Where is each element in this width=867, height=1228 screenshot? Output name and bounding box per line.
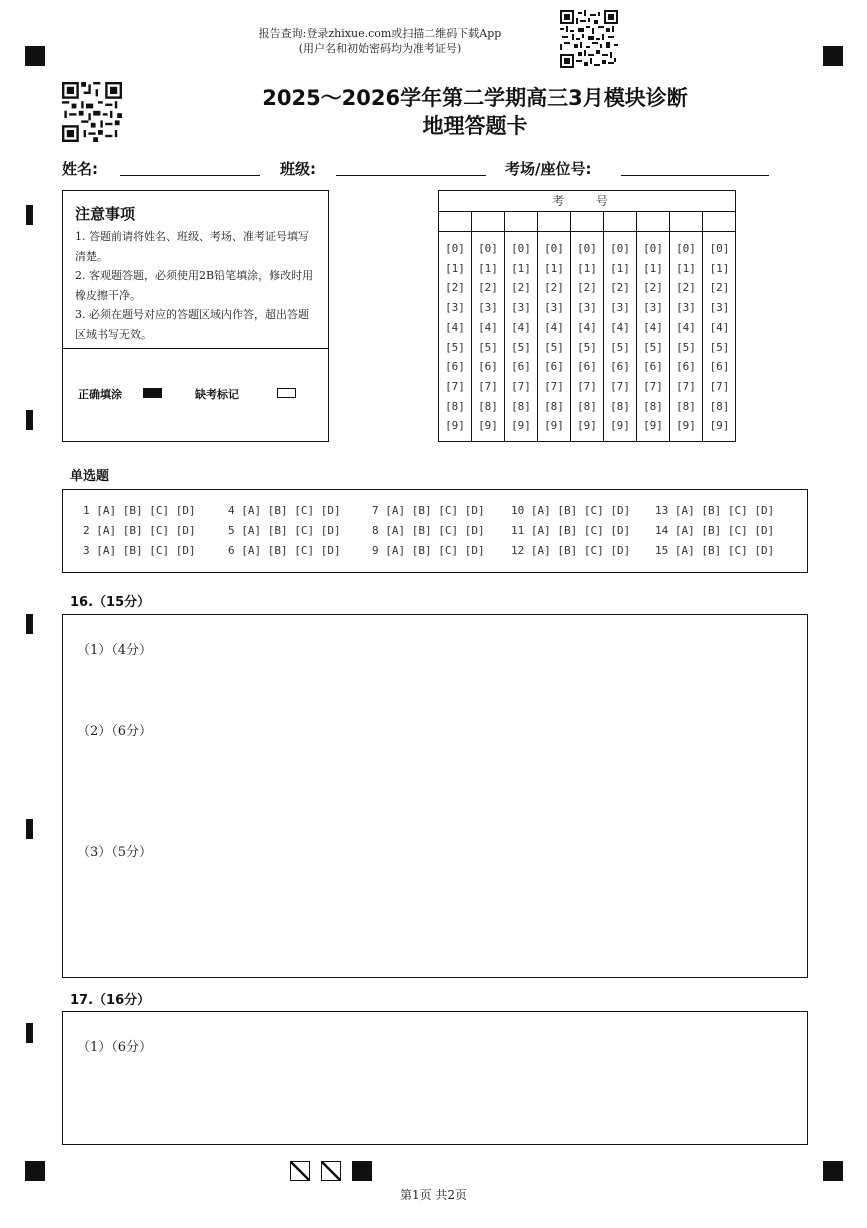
exam-number-bubble[interactable]: [9] (676, 419, 696, 433)
exam-number-bubble[interactable]: [1] (676, 261, 696, 275)
exam-number-bubble[interactable]: [9] (709, 419, 730, 433)
exam-number-bubble[interactable]: [9] (544, 419, 564, 433)
choice-item[interactable]: 14 [A] [B] [C] [D] (655, 524, 775, 537)
exam-number-bubble[interactable]: [2] (511, 281, 531, 295)
correct-fill-sample (143, 388, 162, 398)
notice-text (75, 227, 317, 344)
exam-number-bubble[interactable]: [5] (709, 340, 730, 354)
exam-number-column (538, 212, 571, 441)
exam-number-bubble[interactable]: [8] (577, 399, 597, 413)
absent-label: 缺考标记 (195, 388, 239, 401)
timing-mark (26, 410, 33, 430)
exam-number-bubble[interactable]: [2] (445, 281, 465, 295)
exam-number-write-cell[interactable] (604, 212, 636, 232)
exam-number-bubble[interactable]: [3] (445, 301, 465, 315)
exam-number-column (604, 212, 637, 441)
name-label: 姓名: (62, 160, 98, 178)
exam-number-bubble[interactable]: [6] (676, 360, 696, 374)
choice-item[interactable]: 12 [A] [B] [C] [D] (511, 544, 631, 557)
exam-number-bubble[interactable]: [1] (610, 261, 630, 275)
notice-box (62, 190, 329, 442)
page-marker-solid (352, 1161, 372, 1181)
notice-title: 注意事项 (75, 205, 136, 223)
exam-number-bubble[interactable]: [4] (676, 320, 696, 334)
q17-answer-area[interactable] (62, 1011, 808, 1145)
choice-item[interactable]: 7 [A] [B] [C] [D] (372, 504, 485, 517)
exam-number-bubble[interactable]: [5] (676, 340, 696, 354)
exam-number-bubble[interactable]: [6] (610, 360, 630, 374)
exam-number-bubble[interactable]: [2] (643, 281, 663, 295)
exam-number-bubble[interactable]: [4] (577, 320, 597, 334)
exam-number-bubble[interactable]: [1] (445, 261, 465, 275)
page-marker-hatched (290, 1161, 310, 1181)
exam-number-bubble[interactable]: [1] (478, 261, 498, 275)
exam-number-bubble[interactable]: [2] (544, 281, 564, 295)
exam-number-bubble[interactable]: [4] (544, 320, 564, 334)
exam-number-column (637, 212, 670, 441)
seat-label: 考场/座位号: (505, 160, 592, 178)
exam-number-bubble[interactable]: [6] (643, 360, 663, 374)
exam-number-bubble[interactable]: [0] (610, 242, 630, 255)
q16-answer-area[interactable] (62, 614, 808, 978)
exam-number-bubble[interactable]: [4] (709, 320, 730, 334)
exam-number-bubble[interactable]: [5] (643, 340, 663, 354)
exam-number-write-cell[interactable] (637, 212, 669, 232)
exam-number-column (472, 212, 505, 441)
exam-number-bubble[interactable]: [3] (643, 301, 663, 315)
exam-number-bubble[interactable]: [7] (577, 379, 597, 393)
exam-number-bubble[interactable]: [2] (610, 281, 630, 295)
single-choice-box (62, 489, 808, 573)
exam-number-column (571, 212, 604, 441)
exam-number-grid (438, 190, 736, 442)
exam-number-bubble[interactable]: [3] (577, 301, 597, 315)
exam-number-bubble[interactable]: [0] (511, 242, 531, 255)
choice-item[interactable]: 5 [A] [B] [C] [D] (228, 524, 341, 537)
exam-number-bubble[interactable]: [2] (709, 281, 730, 295)
exam-number-column (505, 212, 538, 441)
exam-number-bubble[interactable]: [8] (643, 399, 663, 413)
exam-number-bubble[interactable]: [5] (511, 340, 531, 354)
choice-item[interactable]: 3 [A] [B] [C] [D] (83, 544, 196, 557)
report-query-note (230, 26, 530, 56)
report-line-1: 报告查询:登录zhixue.com或扫描二维码下载App (258, 27, 502, 40)
corner-mark-bottom-left (25, 1161, 45, 1181)
exam-number-bubble[interactable]: [2] (577, 281, 597, 295)
exam-number-bubble[interactable]: [7] (610, 379, 630, 393)
exam-number-bubble[interactable]: [9] (577, 419, 597, 433)
exam-number-write-cell[interactable] (505, 212, 537, 232)
exam-title-line-1: 2025～2026学年第二学期高三3月模块诊断 (262, 86, 688, 110)
exam-number-bubble[interactable]: [4] (478, 320, 498, 334)
exam-number-bubble[interactable]: [7] (478, 379, 498, 393)
choice-item[interactable]: 13 [A] [B] [C] [D] (655, 504, 775, 517)
exam-number-bubble[interactable]: [7] (643, 379, 663, 393)
exam-number-bubble[interactable]: [4] (445, 320, 465, 334)
corner-mark-top-left (25, 46, 45, 66)
exam-number-bubble[interactable]: [9] (643, 419, 663, 433)
q17-part-1: （1）（6分） (77, 1040, 153, 1055)
notice-item: 3. 必须在题号对应的答题区域内作答，超出答题区域书写无效。 (75, 308, 309, 341)
timing-mark (26, 205, 33, 225)
exam-number-bubble[interactable]: [3] (511, 301, 531, 315)
name-field[interactable] (120, 175, 260, 176)
corner-mark-top-right (823, 46, 843, 66)
exam-number-bubble[interactable]: [6] (478, 360, 498, 374)
exam-number-bubble[interactable]: [1] (577, 261, 597, 275)
exam-number-column (703, 212, 736, 441)
corner-mark-bottom-right (823, 1161, 843, 1181)
exam-number-bubble[interactable]: [5] (478, 340, 498, 354)
choice-item[interactable]: 15 [A] [B] [C] [D] (655, 544, 775, 557)
exam-number-bubble[interactable]: [5] (445, 340, 465, 354)
class-field[interactable] (336, 175, 486, 176)
exam-number-bubble[interactable]: [0] (676, 242, 696, 255)
exam-number-write-cell[interactable] (703, 212, 736, 232)
exam-number-column (670, 212, 703, 441)
exam-number-write-cell[interactable] (670, 212, 702, 232)
exam-number-bubble[interactable]: [7] (709, 379, 730, 393)
exam-number-bubble[interactable]: [1] (511, 261, 531, 275)
page-footer: 第1页 共2页 (399, 1188, 468, 1202)
q17-label: 17.（16分） (70, 993, 151, 1008)
class-label: 班级: (280, 160, 316, 178)
exam-number-bubble[interactable]: [6] (577, 360, 597, 374)
student-qr-code (62, 82, 122, 142)
exam-number-bubble[interactable]: [3] (478, 301, 498, 315)
timing-mark (26, 819, 33, 839)
exam-number-bubble[interactable]: [2] (676, 281, 696, 295)
exam-number-bubble[interactable]: [8] (511, 399, 531, 413)
exam-number-bubble[interactable]: [0] (445, 242, 465, 255)
exam-number-bubble[interactable]: [6] (445, 360, 465, 374)
exam-number-bubble[interactable]: [5] (577, 340, 597, 354)
exam-number-bubble[interactable]: [1] (544, 261, 564, 275)
page-marker-hatched (321, 1161, 341, 1181)
exam-number-bubble[interactable]: [7] (676, 379, 696, 393)
exam-number-bubble[interactable]: [7] (544, 379, 564, 393)
choice-item[interactable]: 10 [A] [B] [C] [D] (511, 504, 631, 517)
exam-number-write-cell[interactable] (571, 212, 603, 232)
exam-number-bubble[interactable]: [6] (511, 360, 531, 374)
notice-item: 1. 答题前请将姓名、班级、考场、准考证号填写清楚。 (75, 230, 309, 263)
choice-item[interactable]: 4 [A] [B] [C] [D] (228, 504, 341, 517)
exam-number-bubble[interactable]: [8] (709, 399, 730, 413)
exam-number-bubble[interactable]: [6] (544, 360, 564, 374)
single-choice-label: 单选题 (70, 469, 110, 484)
choice-item[interactable]: 2 [A] [B] [C] [D] (83, 524, 196, 537)
choice-item[interactable]: 6 [A] [B] [C] [D] (228, 544, 341, 557)
exam-number-bubble[interactable]: [3] (610, 301, 630, 315)
app-qr-code[interactable] (560, 10, 618, 68)
exam-number-bubble[interactable]: [4] (511, 320, 531, 334)
exam-number-bubble[interactable]: [3] (709, 301, 730, 315)
exam-number-bubble[interactable]: [0] (577, 242, 597, 255)
exam-title-line-2: 地理答题卡 (422, 114, 528, 138)
exam-number-bubble[interactable]: [5] (544, 340, 564, 354)
absent-mark-box[interactable] (277, 388, 296, 398)
exam-number-bubble[interactable]: [9] (445, 419, 465, 433)
exam-number-bubble[interactable]: [9] (511, 419, 531, 433)
exam-number-bubble[interactable]: [9] (610, 419, 630, 433)
exam-number-bubble[interactable]: [2] (478, 281, 498, 295)
exam-number-bubble[interactable]: [0] (544, 242, 564, 255)
q16-part-3: （3）（5分） (77, 845, 153, 860)
exam-number-bubble[interactable]: [8] (478, 399, 498, 413)
exam-number-bubble[interactable]: [9] (478, 419, 498, 433)
exam-number-bubble[interactable]: [0] (709, 242, 730, 255)
q16-part-1: （1）（4分） (77, 643, 153, 658)
q16-part-2: （2）（6分） (77, 724, 153, 739)
exam-number-bubble[interactable]: [5] (610, 340, 630, 354)
exam-number-bubble[interactable]: [1] (643, 261, 663, 275)
timing-mark (26, 614, 33, 634)
q16-label: 16.（15分） (70, 595, 151, 610)
exam-number-bubble[interactable]: [4] (643, 320, 663, 334)
exam-title (180, 84, 770, 140)
exam-number-bubble[interactable]: [8] (544, 399, 564, 413)
choice-item[interactable]: 1 [A] [B] [C] [D] (83, 504, 196, 517)
exam-number-title: 考 号 (439, 191, 735, 212)
choice-item[interactable]: 8 [A] [B] [C] [D] (372, 524, 485, 537)
exam-number-bubble[interactable]: [8] (445, 399, 465, 413)
exam-number-bubble[interactable]: [7] (511, 379, 531, 393)
exam-number-bubble[interactable]: [8] (610, 399, 630, 413)
correct-fill-label: 正确填涂 (78, 388, 122, 401)
seat-field[interactable] (621, 175, 769, 176)
exam-number-bubble[interactable]: [0] (478, 242, 498, 255)
choice-item[interactable]: 9 [A] [B] [C] [D] (372, 544, 485, 557)
notice-divider (63, 348, 328, 349)
exam-number-bubble[interactable]: [7] (445, 379, 465, 393)
report-line-2: (用户名和初始密码均为准考证号) (298, 42, 462, 55)
exam-number-bubble[interactable]: [6] (709, 360, 730, 374)
notice-item: 2. 客观题答题，必须使用2B铅笔填涂，修改时用橡皮擦干净。 (75, 269, 314, 302)
exam-number-bubble[interactable]: [8] (676, 399, 696, 413)
exam-number-write-cell[interactable] (538, 212, 570, 232)
exam-number-write-cell[interactable] (439, 212, 471, 232)
exam-number-bubble[interactable]: [4] (610, 320, 630, 334)
exam-number-bubble[interactable]: [3] (676, 301, 696, 315)
timing-mark (26, 1023, 33, 1043)
exam-number-bubble[interactable]: [3] (544, 301, 564, 315)
exam-number-bubble[interactable]: [0] (643, 242, 663, 255)
exam-number-column (439, 212, 472, 441)
exam-number-write-cell[interactable] (472, 212, 504, 232)
exam-number-bubble[interactable]: [1] (709, 261, 730, 275)
choice-item[interactable]: 11 [A] [B] [C] [D] (511, 524, 631, 537)
